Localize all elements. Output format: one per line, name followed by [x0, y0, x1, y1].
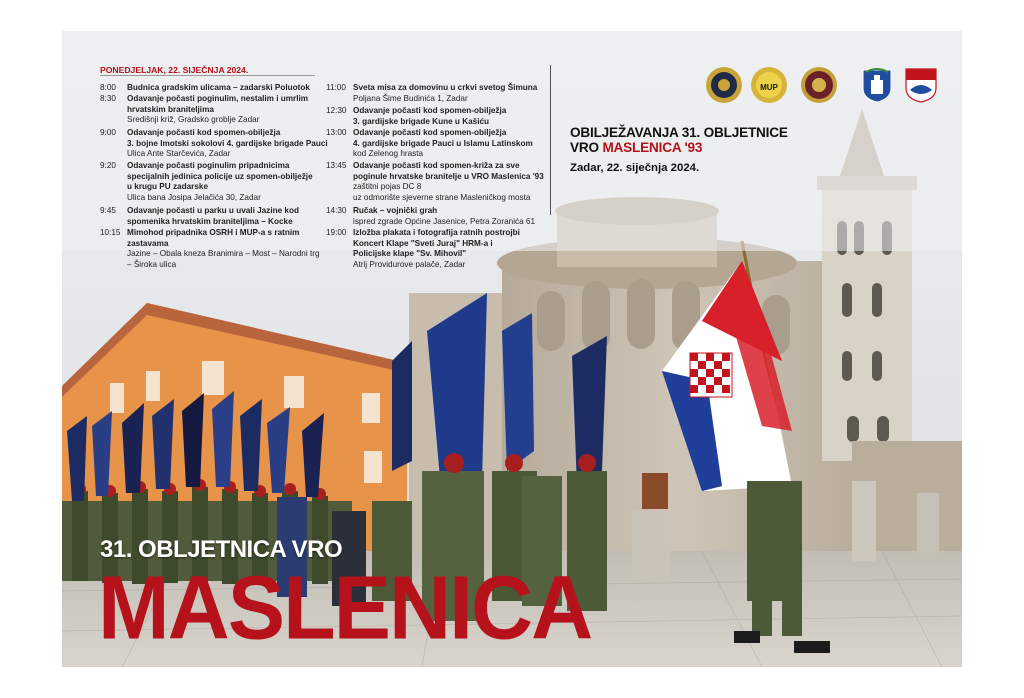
schedule-place: Ulica bana Josipa Jelačića 30, Zadar: [127, 192, 261, 202]
schedule-title: Sveta misa za domovinu u crkvi svetog Šimuna: [353, 83, 538, 92]
schedule-title: 4. gardijske brigade Pauci u Islamu Latinskom: [353, 138, 533, 148]
city-coat-of-arms-icon: [902, 66, 940, 104]
schedule-title: poginule hrvatske branitelje u VRO Maslenica '93: [353, 171, 544, 181]
schedule-place: ispred zgrade Općine Jasenice, Petra Zoranića 61: [353, 216, 536, 226]
gold-round-emblem-icon: [705, 66, 743, 104]
event-title-highlight: MASLENICA '93: [602, 140, 703, 155]
schedule-time: 11:00: [326, 83, 346, 92]
event-title-line1: OBILJEŽAVANJA 31. OBLJETNICE: [570, 125, 788, 140]
schedule-title: zastavama: [127, 238, 169, 248]
schedule-title: u krugu PU zadarske: [127, 182, 208, 192]
schedule-time: 13:45: [326, 161, 347, 170]
schedule-date-heading: PONEDJELJAK, 22. SIJEČNJA 2024.: [100, 65, 249, 75]
event-title-prefix: VRO: [570, 140, 603, 155]
schedule-place: Poljana Šime Budinića 1, Zadar: [353, 93, 468, 103]
main-title: MASLENICA: [98, 557, 592, 659]
schedule-place: zaštitni pojas DC 8: [353, 182, 422, 192]
schedule-place: uz odmorište sjeverne strane Masleničkog mosta: [353, 192, 531, 202]
schedule-time: 9:20: [100, 161, 116, 170]
event-location-date: Zadar, 22. siječnja 2024.: [570, 162, 700, 174]
schedule-title: Odavanje počasti kod spomen-križa za sve: [353, 161, 520, 170]
schedule-title: specijalnih jedinica policije uz spomen-obilježje: [127, 171, 313, 181]
schedule-title: Izložba plakata i fotografija ratnih postrojbi: [353, 228, 520, 237]
schedule-time: 10:15: [100, 228, 121, 237]
schedule-title: 3. gardijske brigade Kune u Kašiću: [353, 116, 490, 126]
schedule-place: – Široka ulica: [127, 259, 177, 269]
schedule-title: Ručak – vojnički grah: [353, 206, 438, 215]
emblem-text: MUP: [760, 83, 778, 92]
schedule-place: Atrij Providurove palače, Zadar: [353, 259, 466, 269]
schedule-time: 8:30: [100, 94, 116, 103]
schedule-title: Koncert Klape "Sveti Juraj" HRM-a i: [353, 238, 493, 248]
schedule-time: 12:30: [326, 106, 347, 115]
schedule-place: Središnji križ, Gradsko groblje Zadar: [127, 115, 260, 125]
schedule-title: Budnica gradskim ulicama – zadarski Poluotok: [127, 83, 310, 92]
county-coat-of-arms-icon: [858, 66, 896, 104]
schedule-time: 9:45: [100, 206, 116, 215]
event-poster: [62, 31, 962, 667]
schedule-title: Odavanje počasti kod spomen-obilježja: [127, 128, 281, 137]
event-title: [570, 125, 788, 155]
schedule-time: 19:00: [326, 228, 347, 237]
gold-round-emblem-icon: [800, 66, 838, 104]
schedule-title: Odavanje počasti poginulim, nestalim i umrlim: [127, 94, 309, 103]
schedule-time: 14:30: [326, 206, 347, 215]
schedule-time: 13:00: [326, 128, 347, 137]
schedule-title: Odavanje počasti kod spomen-obilježja: [353, 128, 507, 137]
anniversary-subtitle: 31. OBLJETNICA VRO: [100, 536, 343, 563]
schedule-place: kod Zelenog hrasta: [353, 149, 424, 159]
heading-divider: [100, 75, 315, 76]
schedule-title: Odavanje počasti kod spomen-obilježja: [353, 106, 507, 115]
schedule-title: Odavanje počasti poginulim pripadnicima: [127, 161, 290, 170]
schedule-time: 8:00: [100, 83, 116, 92]
schedule-title: hrvatskim braniteljima: [127, 104, 214, 114]
schedule-title: spomenika hrvatskim braniteljima – Kocke: [127, 216, 293, 226]
schedule-title: Policijske klape "Sv. Mihovil": [353, 249, 467, 259]
hvu-mup-emblem-icon: [750, 66, 788, 104]
schedule-title: Mimohod pripadnika OSRH i MUP-a s ratnim: [127, 228, 300, 237]
schedule-place: Jazine – Obala kneza Branimira – Most – Narodni trg: [127, 249, 320, 259]
schedule-time: 9:00: [100, 128, 116, 137]
schedule-place: Ulica Ante Starčevića, Zadar: [127, 149, 231, 159]
schedule-title: Odavanje počasti u parku u uvali Jazine kod: [127, 206, 299, 215]
schedule-title: 3. bojne Imotski sokolovi 4. gardijske brigade Pauci: [127, 138, 328, 148]
